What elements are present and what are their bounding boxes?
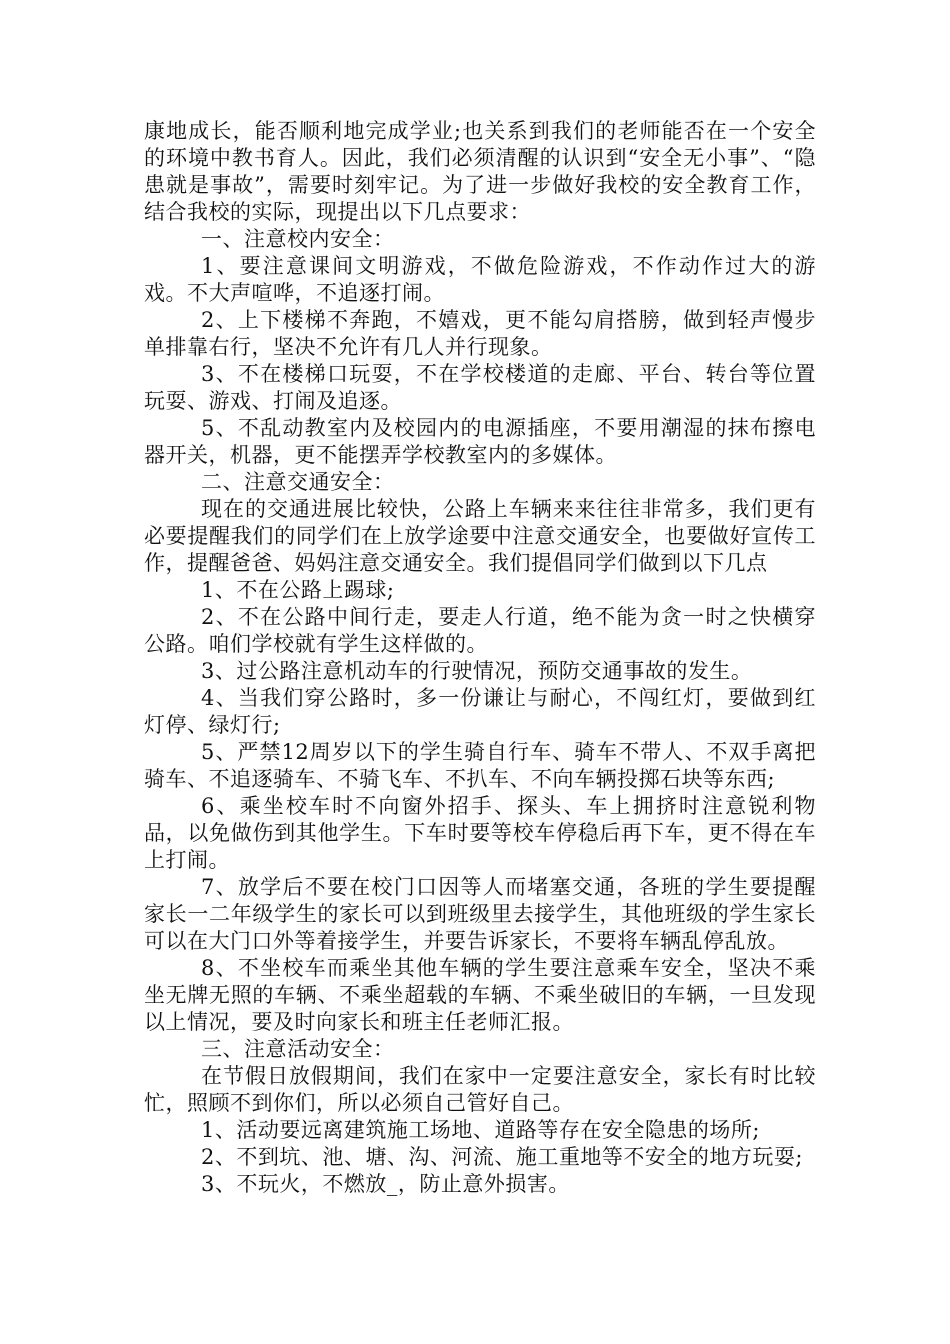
paragraph: 2、不在公路中间行走，要走人行道，绝不能为贪一时之快横穿公路。咱们学校就有学生这样做的。 [144, 605, 816, 656]
paragraph: 7、放学后不要在校门口因等人而堵塞交通，各班的学生要提醒家长一二年级学生的家长可以到班级里去接学生，其他班级的学生家长可以在大门口外等着接学生，并要告诉家长，不要将车辆乱停乱放。 [144, 875, 816, 953]
paragraph: 5、严禁12周岁以下的学生骑自行车、骑车不带人、不双手离把骑车、不追逐骑车、不骑飞车、不扒车、不向车辆投掷石块等东西; [144, 740, 816, 791]
paragraph: 1、不在公路上踢球; [201, 578, 395, 602]
paragraph: 8、不坐校车而乘坐其他车辆的学生要注意乘车安全，坚决不乘坐无牌无照的车辆、不乘坐超载的车辆、不乘坐破旧的车辆，一旦发现以上情况，要及时向家长和班主任老师汇报。 [144, 956, 816, 1034]
section-heading-campus-safety: 一、注意校内安全： [201, 227, 395, 251]
paragraph: 1、活动要远离建筑施工场地、道路等存在安全隐患的场所; [201, 1118, 760, 1142]
paragraph: 在节假日放假期间，我们在家中一定要注意安全，家长有时比较忙，照顾不到你们，所以必须自己管好自己。 [144, 1064, 816, 1115]
paragraph: 5、不乱动教室内及校园内的电源插座，不要用潮湿的抹布擦电器开关，机器，更不能摆弄学校教室内的多媒体。 [144, 416, 816, 467]
paragraph: 6、乘坐校车时不向窗外招手、探头、车上拥挤时注意锐利物品，以免做伤到其他学生。下车时要等校车停稳后再下车，更不得在车上打闹。 [144, 794, 816, 872]
paragraph: 4、当我们穿公路时，多一份谦让与耐心，不闯红灯，要做到红灯停、绿灯行; [144, 686, 816, 737]
paragraph: 3、不在楼梯口玩耍，不在学校楼道的走廊、平台、转台等位置玩耍、游戏、打闹及追逐。 [144, 362, 816, 413]
paragraph: 现在的交通进展比较快，公路上车辆来来往往非常多，我们更有必要提醒我们的同学们在上放学途要中注意交通安全，也要做好宣传工作，提醒爸爸、妈妈注意交通安全。我们提倡同学们做到以下几点 [144, 497, 816, 575]
paragraph: 2、不到坑、池、塘、沟、河流、施工重地等不安全的地方玩耍; [201, 1145, 803, 1169]
section-heading-traffic-safety: 二、注意交通安全： [201, 470, 395, 494]
paragraph: 3、过公路注意机动车的行驶情况，预防交通事故的发生。 [201, 659, 753, 683]
paragraph: 2、上下楼梯不奔跑，不嬉戏，更不能勾肩搭膀，做到轻声慢步单排靠右行，坚决不允许有几人并行现象。 [144, 308, 816, 359]
document-body [144, 118, 816, 1198]
paragraph: 3、不玩火，不燃放_，防止意外损害。 [201, 1172, 570, 1196]
section-heading-activity-safety: 三、注意活动安全： [201, 1037, 395, 1061]
paragraph: 1、要注意课间文明游戏，不做危险游戏，不作动作过大的游戏。不大声喧哗，不追逐打闹。 [144, 254, 816, 305]
paragraph-intro: 康地成长，能否顺利地完成学业;也关系到我们的老师能否在一个安全的环境中教书育人。因此，我们必须清醒的认识到“安全无小事”、“隐患就是事故”，需要时刻牢记。为了进一步做好我校的安全教育工作，结合我校的实际，现提出以下几点要求： [144, 119, 816, 224]
